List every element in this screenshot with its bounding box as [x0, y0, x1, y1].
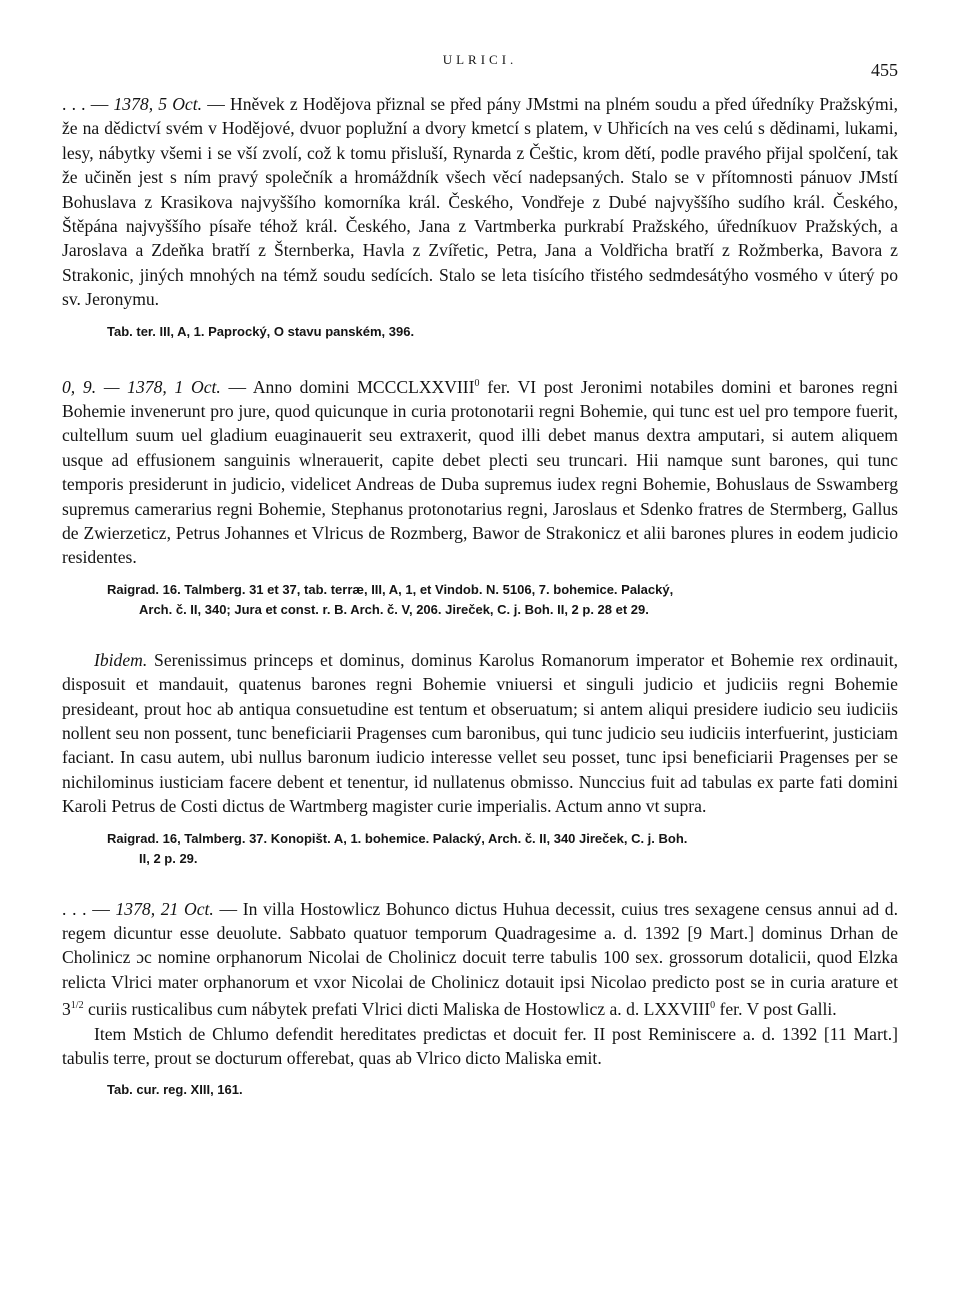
entry-body: — Anno domini MCCCLXXVIII: [220, 376, 475, 397]
entry-text: [62, 372, 898, 570]
source-line-2: II, 2 p. 29.: [139, 850, 198, 866]
entry-date: Ibidem.: [94, 649, 148, 670]
source-note: [107, 580, 898, 620]
entry-date: 1378, 5 Oct.: [113, 94, 203, 114]
entry-text: [62, 92, 898, 312]
entry-lead: . . . —: [62, 94, 114, 114]
running-title: ULRICI.: [442, 52, 518, 67]
entry-1378-21-oct: [62, 897, 898, 1101]
entry-body-cont: curiis rusticalibus cum nábytek prefati Vlrici dicti Maliska de Hostowlicz a. d. LXXVIII: [83, 999, 711, 1020]
entry-body: Serenissimus princeps et dominus, dominus Karolus Romanorum imperator et Bohemie rex ordinauit, disposuit et mandauit, quatenus barones regni Bohemie vniuersi et singuli judicio et judiciis regni Bohemie presideant, prout hoc ab antiqua consuetudine est tentum et obseruatum; si antem aliqui presidere iudicio seu iudiciis nollent seu non possent, tunc beneficiarii Pragenses cum baronibus, qui tunc judicio seu iudiciis interfuerint, justiciam faciant. In casu autem, ubi nullus baronum iudicio interesse vellet seu posset, tunc ipsi beneficiarii Pragenses per se nichilominus iusticiam facere debent et tenentur, id nullatenus obmisso. Nunccius fuit ad tabulas ex parte fati domini Karoli Petrus de Costi dictus de Wartmberg magister curie imperialis. Actum anno vt supra.: [62, 649, 898, 817]
source-line-1: Raigrad. 16. Talmberg. 31 et 37, tab. terræ, III, A, 1, et Vindob. N. 5106, 7. bohemice. Palacký,: [107, 581, 674, 597]
entry-date: 0, 9. — 1378, 1 Oct.: [62, 376, 221, 397]
entry-text: [62, 648, 898, 819]
entry-body: — Hněvek z Hodějova přiznal se před pány JMstmi na plném soudu a před úředníky Pražskými, že na dědictví svém v Hodějové, dvuor poplužní a dvory kmetcí s platem, v Uhřicích na ves celú s dědinami, lukami, lesy, nábytky všemi i se vší zvolí, což k tomu přisluší, Rynarda z Češtic, krom dětí, podle pravého přijal spolčení, tak že učiněn jest s ním pravý společník a hromáždník všech věcí nadepsaných. Stalo se v přítomnosti pánuov JMstí Bohuslava z Krasikova najvyššího komorníka král. Českého, Vondřeje z Dubé najvyššího sudího král. Českého, Štěpána najvyššího písaře téhož král. Českého, Jana z Vartmberka purkrabí Pražského, úředníkuov Pražských, a Jaroslava a Zdeňka bratří z Šternberka, Havla z Zvířetic, Petra, Jana a Voldřicha bratří z Rožmberka, Bavora z Strakonic, jiných mnohých na témž soudu sedících. Stalo se leta tisícího třistého sedmdesátýho vosmého v úterý po sv. Jeronymu.: [62, 94, 899, 310]
entry-body: — In villa Hostowlicz Bohunco dictus Huhua decessit, cuius tres sexagene census annui ad d. regem dicuntur esse deuolute. Sabbato quatuor temporum Quadragesime a. d. 1392 [9 Mart.] dominus Drhan de Cholinicz ɔc nomine orphanorum Nicolai de Cholinicz docuit terre tabulis 100 sex. grossorum dotalicii, quod Elzka relicta Vlrici mater orphanorum et vxor Nicolai de Cholinicz dotauit ipsi Nicolao predicto post se in curia arature et 3: [62, 898, 898, 1020]
entry-ibidem: [62, 648, 898, 869]
ordinal-superscript: 0: [474, 377, 480, 389]
source-note: Tab. ter. III, A, 1. Paprocký, O stavu panském, 396.: [107, 323, 415, 339]
entry-body-end: fer. V post Galli.: [715, 999, 837, 1020]
page-number: 455: [871, 60, 898, 80]
entry-1378-1-oct: [62, 372, 898, 620]
fraction: 1/2: [70, 1000, 84, 1012]
entry-body-cont: fer. VI post Jeronimi notabiles domini et barones regni Bohemie invenerunt pro jure, quod quicunque in curia protonotarii regni Bohemie, qui tunc est uel pro tempore fuerit, cultellum suum uel gladium euaginauerit seu extraxerit, quod illi debet manus dextra amputari, si autem aliquem usque ad effusionem sanguinis wlnerauerit, capite debet plecti seu truncari. Hii namque sunt barones, qui tunc temporis presiderunt in judicio, videlicet Andreas de Duba supremus iudex regni Bohemie, Bohuslaus de Sswamberg supremus camerarius regni Bohemie, Stephanus protonotarius regni, Jaroslaus et Sdenko fratres de Stermberg, Gallus de Zwierzeticz, Petrus Johannes et Vlricus de Rozmberg, Bawor de Strakonicz et alii barones plures in eodem judicio residentes.: [62, 376, 898, 568]
page-body: [62, 92, 898, 1100]
entry-text-paragraph-2: Item Mstich de Chlumo defendit hereditates predictas et docuit fer. II post Reminiscere a. d. 1392 [11 Mart.] tabulis terre, prout se docturum offerebat, quas ab Vlrico dicto Maliska emit.: [62, 1023, 898, 1068]
source-line-2: Arch. č. II, 340; Jura et const. r. B. Arch. č. V, 206. Jireček, C. j. Boh. II, 2 p. 28 et 29.: [139, 601, 649, 617]
entry-lead: . . . —: [62, 898, 116, 919]
entry-1378-5-oct: [62, 92, 898, 342]
source-note: Tab. cur. reg. XIII, 161.: [107, 1082, 243, 1098]
entry-date: 1378, 21 Oct.: [115, 898, 214, 919]
ordinal-superscript: 0: [710, 1000, 716, 1012]
source-line-1: Raigrad. 16, Talmberg. 37. Konopišt. A, 1. bohemice. Palacký, Arch. č. II, 340 Jireček, C. j. Boh.: [107, 830, 688, 846]
entry-text: [62, 897, 898, 1022]
source-note: [107, 829, 898, 869]
